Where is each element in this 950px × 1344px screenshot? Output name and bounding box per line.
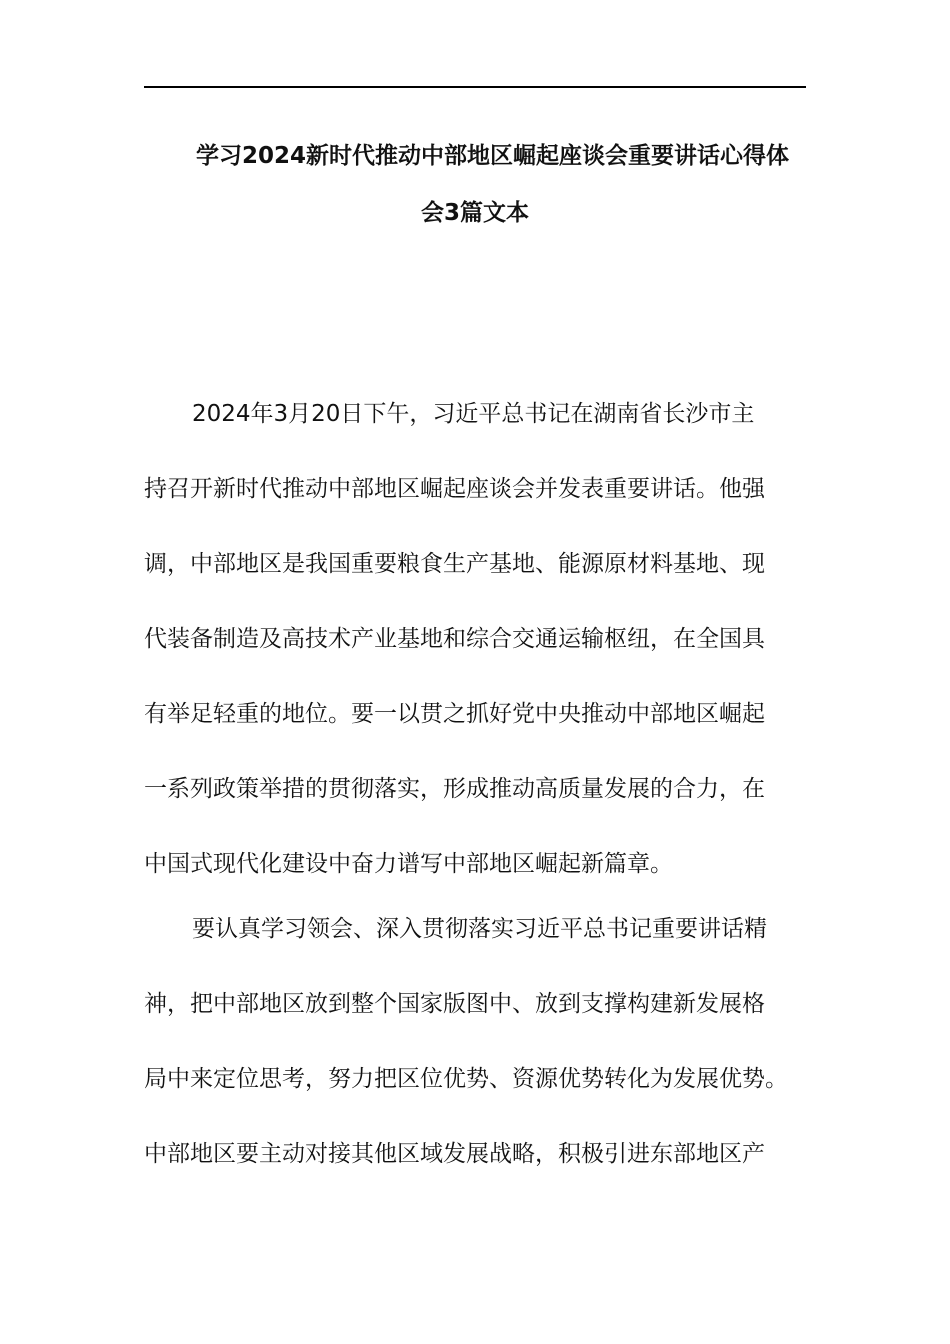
- paragraph-line: 调，中部地区是我国重要粮食生产基地、能源原材料基地、现: [144, 551, 765, 577]
- paragraph-line: 中国式现代化建设中奋力谱写中部地区崛起新篇章。: [144, 851, 673, 877]
- title-line-2: 会3篇文本: [420, 200, 529, 226]
- paragraph-line: 2024年3月20日下午，习近平总书记在湖南省长沙市主: [192, 401, 755, 427]
- paragraph-line: 要认真学习领会、深入贯彻落实习近平总书记重要讲话精: [192, 916, 767, 942]
- header-rule: [144, 86, 806, 88]
- paragraph-line: 有举足轻重的地位。要一以贯之抓好党中央推动中部地区崛起: [144, 701, 765, 727]
- document-title: [144, 128, 806, 242]
- paragraph-line: 局中来定位思考，努力把区位优势、资源优势转化为发展优势。: [144, 1066, 788, 1092]
- paragraph-line: 代装备制造及高技术产业基地和综合交通运输枢纽，在全国具: [144, 626, 765, 652]
- paragraph-line: 一系列政策举措的贯彻落实，形成推动高质量发展的合力，在: [144, 776, 765, 802]
- title-line-1: 学习2024新时代推动中部地区崛起座谈会重要讲话心得体: [196, 143, 790, 169]
- paragraph-2: [144, 892, 824, 1192]
- paragraph-line: 持召开新时代推动中部地区崛起座谈会并发表重要讲话。他强: [144, 476, 765, 502]
- paragraph-1: [144, 377, 824, 902]
- paragraph-line: 神，把中部地区放到整个国家版图中、放到支撑构建新发展格: [144, 991, 765, 1017]
- paragraph-line: 中部地区要主动对接其他区域发展战略，积极引进东部地区产: [144, 1141, 765, 1167]
